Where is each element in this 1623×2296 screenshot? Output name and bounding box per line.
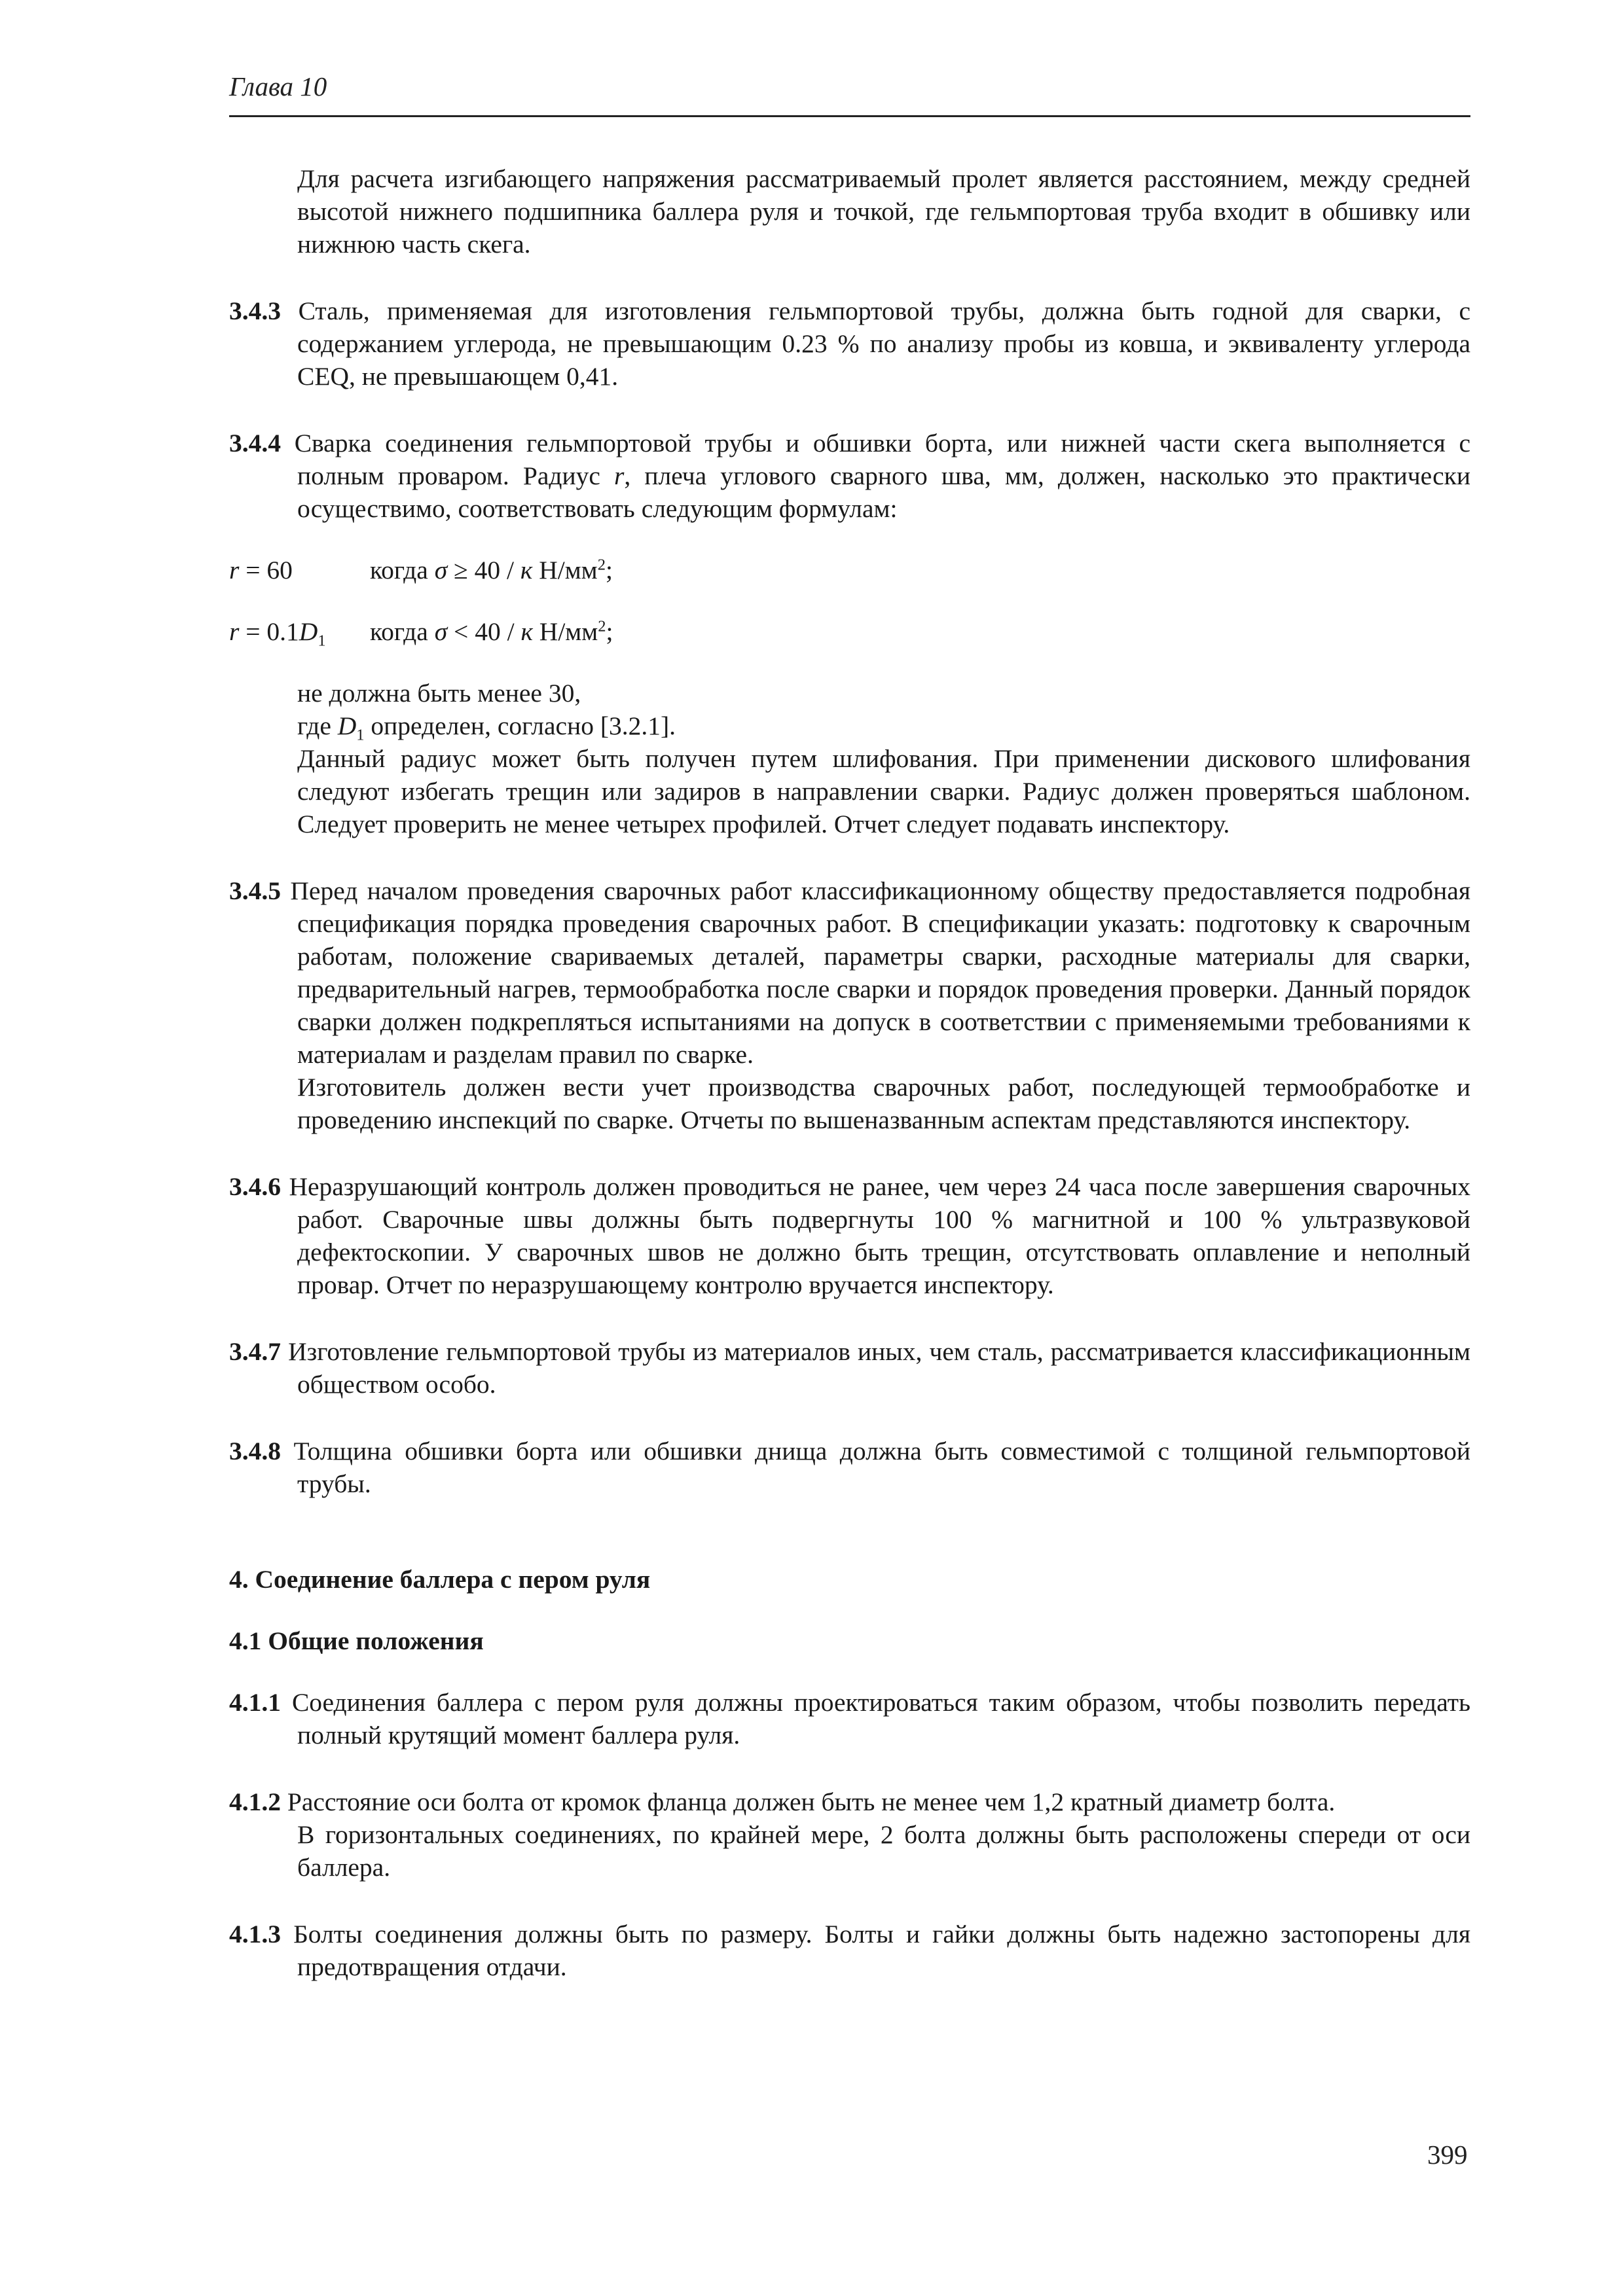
intro-paragraph: Для расчета изгибающего напряжения рассматриваемый пролет является расстоянием, между средней высотой нижнего подшипника баллера руля и точкой, где гельмпортовая труба входит в обшивку или нижнюю часть скега. xyxy=(297,164,1470,259)
formula-condition xyxy=(370,554,613,586)
spacer xyxy=(229,1657,1470,1686)
punctuation: ; xyxy=(606,617,613,646)
spacer xyxy=(229,1534,1470,1563)
clause-number: 3.4.6 xyxy=(229,1172,281,1201)
spacer xyxy=(229,1136,1470,1170)
spacer xyxy=(229,648,1470,677)
page-number: 399 xyxy=(1427,2140,1468,2170)
note-d1-definition xyxy=(297,709,1470,742)
unit: Н/мм xyxy=(532,556,598,584)
spacer xyxy=(229,393,1470,427)
variable-d: D xyxy=(299,617,318,646)
condition-operator: ≥ 40 / xyxy=(447,556,520,584)
formula-2 xyxy=(229,615,1470,648)
formula-notes xyxy=(229,677,1470,840)
clause-4-1-2 xyxy=(229,1785,1470,1818)
subscript: 1 xyxy=(356,726,365,744)
spacer xyxy=(229,1751,1470,1785)
punctuation: ; xyxy=(605,556,613,584)
variable-k: к xyxy=(520,556,533,584)
variable-sigma: σ xyxy=(434,617,448,646)
clause-text: Болты соединения должны быть по размеру. Болты и гайки должны быть надежно застопорены для предотвращения отдачи. xyxy=(293,1920,1471,1981)
clause-number: 4.1.1 xyxy=(229,1688,281,1717)
note-text: где xyxy=(297,711,338,740)
clause-text: Толщина обшивки борта или обшивки днища должна быть совместимой с толщиной гельмпортовой трубы. xyxy=(293,1437,1471,1498)
clause-3-4-6 xyxy=(229,1170,1470,1301)
note-min-radius: не должна быть менее 30, xyxy=(297,679,581,708)
condition-word: когда xyxy=(370,556,435,584)
variable-r: r xyxy=(614,461,625,490)
unit-exponent: 2 xyxy=(597,556,606,574)
clause-text: Сталь, применяемая для изготовления гельмпортовой трубы, должна быть годной для сварки, с содержанием углерода, не превышающим 0.23 % по анализу пробы из ковша, и эквиваленту углерода CEQ, не превышающем 0,41. xyxy=(297,296,1471,391)
condition-operator: < 40 / xyxy=(447,617,521,646)
spacer xyxy=(229,1884,1470,1918)
subscript: 1 xyxy=(318,632,326,650)
clause-number: 3.4.4 xyxy=(229,429,281,457)
note-text: определен, согласно [3.2.1]. xyxy=(364,711,676,740)
clause-number: 3.4.5 xyxy=(229,876,281,905)
clause-number: 3.4.3 xyxy=(229,296,281,325)
clause-3-4-3 xyxy=(229,295,1470,393)
unit-exponent: 2 xyxy=(598,617,606,636)
spacer xyxy=(229,586,1470,615)
clause-text: Изготовление гельмпортовой трубы из материалов иных, чем сталь, рассматривается классификационным обществом особо. xyxy=(288,1337,1470,1399)
formula-condition xyxy=(370,615,613,648)
clause-text: Неразрушающий контроль должен проводиться не ранее, чем через 24 часа после завершения сварочных работ. Сварочные швы должны быть подвергнуты 100 % магнитной и 100 % ультразвуковой дефектоскопии. У сварочных швов не должно быть трещин, отсутствовать оплавление и неполный провар. Отчет по неразрушающему контролю вручается инспектору. xyxy=(289,1172,1470,1299)
formula-1 xyxy=(229,554,1470,586)
subsection-heading: 4.1 Общие положения xyxy=(229,1626,484,1655)
header-rule xyxy=(229,115,1470,117)
clause-text: Сварка соединения гельмпортовой трубы и обшивки борта, или нижней части скега выполняется с полным проваром. Радиус xyxy=(294,429,1471,490)
section-heading: 4. Соединение баллера с пером руля xyxy=(229,1565,651,1594)
spacer xyxy=(229,840,1470,874)
clause-number: 4.1.3 xyxy=(229,1920,281,1948)
variable-d: D xyxy=(337,711,357,740)
spacer xyxy=(229,525,1470,554)
clause-text: Перед началом проведения сварочных работ классификационному обществу предоставляется подробная спецификация порядка проведения сварочных работ. В спецификации указать: подготовку к сварочным работам, положение свариваемых деталей, параметры сварки, расходные материалы для сварки, предварительный нагрев, термообработка после сварки и порядок проведения проверки. Данный порядок сварки должен подкрепляться испытаниями на допуск в соответствии с применяемыми требованиями к материалам и разделам правил по сварке. xyxy=(290,876,1470,1069)
unit: Н/мм xyxy=(532,617,598,646)
running-header: Глава 10 xyxy=(229,71,327,101)
clause-text-cont: , плеча углового сварного шва, мм, должен, насколько это практически осуществимо, соответствовать следующим формулам: xyxy=(297,461,1470,523)
clause-text: Соединения баллера с пером руля должны проектироваться таким образом, чтобы позволить передать полный крутящий момент баллера руля. xyxy=(291,1688,1470,1749)
spacer xyxy=(229,1401,1470,1435)
condition-word: когда xyxy=(370,617,435,646)
spacer xyxy=(229,1500,1470,1534)
formula-lhs xyxy=(229,554,293,586)
note-grinding-paragraph: Данный радиус может быть получен путем шлифования. При применении дискового шлифования следуют избегать трещин или задиров в направлении сварки. Радиус должен проверяться шаблоном. Следует проверить не менее четырех профилей. Отчет следует подавать инспектору. xyxy=(297,744,1470,838)
clause-4-1-2-continuation: В горизонтальных соединениях, по крайней мере, 2 болта должны быть расположены спереди от оси баллера. xyxy=(297,1820,1470,1882)
variable-r: r xyxy=(229,617,240,646)
formula-value: = 60 xyxy=(239,556,293,584)
clause-3-4-8 xyxy=(229,1435,1470,1500)
variable-sigma: σ xyxy=(434,556,448,584)
spacer xyxy=(229,1301,1470,1335)
clause-number: 4.1.2 xyxy=(229,1787,281,1816)
spacer xyxy=(229,1596,1470,1624)
clause-3-4-5 xyxy=(229,874,1470,1071)
formula-value: = 0.1 xyxy=(239,617,299,646)
variable-k: к xyxy=(520,617,533,646)
spacer xyxy=(229,260,1470,295)
formula-lhs xyxy=(229,615,326,648)
clause-3-4-4 xyxy=(229,427,1470,525)
clause-number: 3.4.8 xyxy=(229,1437,281,1465)
variable-r: r xyxy=(229,556,240,584)
clause-4-1-3 xyxy=(229,1918,1470,1983)
clause-4-1-1 xyxy=(229,1686,1470,1751)
clause-text: Расстояние оси болта от кромок фланца должен быть не менее чем 1,2 кратный диаметр болта. xyxy=(287,1787,1336,1816)
clause-number: 3.4.7 xyxy=(229,1337,281,1366)
clause-3-4-7 xyxy=(229,1335,1470,1401)
page-body xyxy=(229,162,1470,1983)
clause-3-4-5-continuation: Изготовитель должен вести учет производства сварочных работ, последующей термообработке и проведению инспекций по сварке. Отчеты по вышеназванным аспектам представляются инспектору. xyxy=(297,1073,1470,1134)
